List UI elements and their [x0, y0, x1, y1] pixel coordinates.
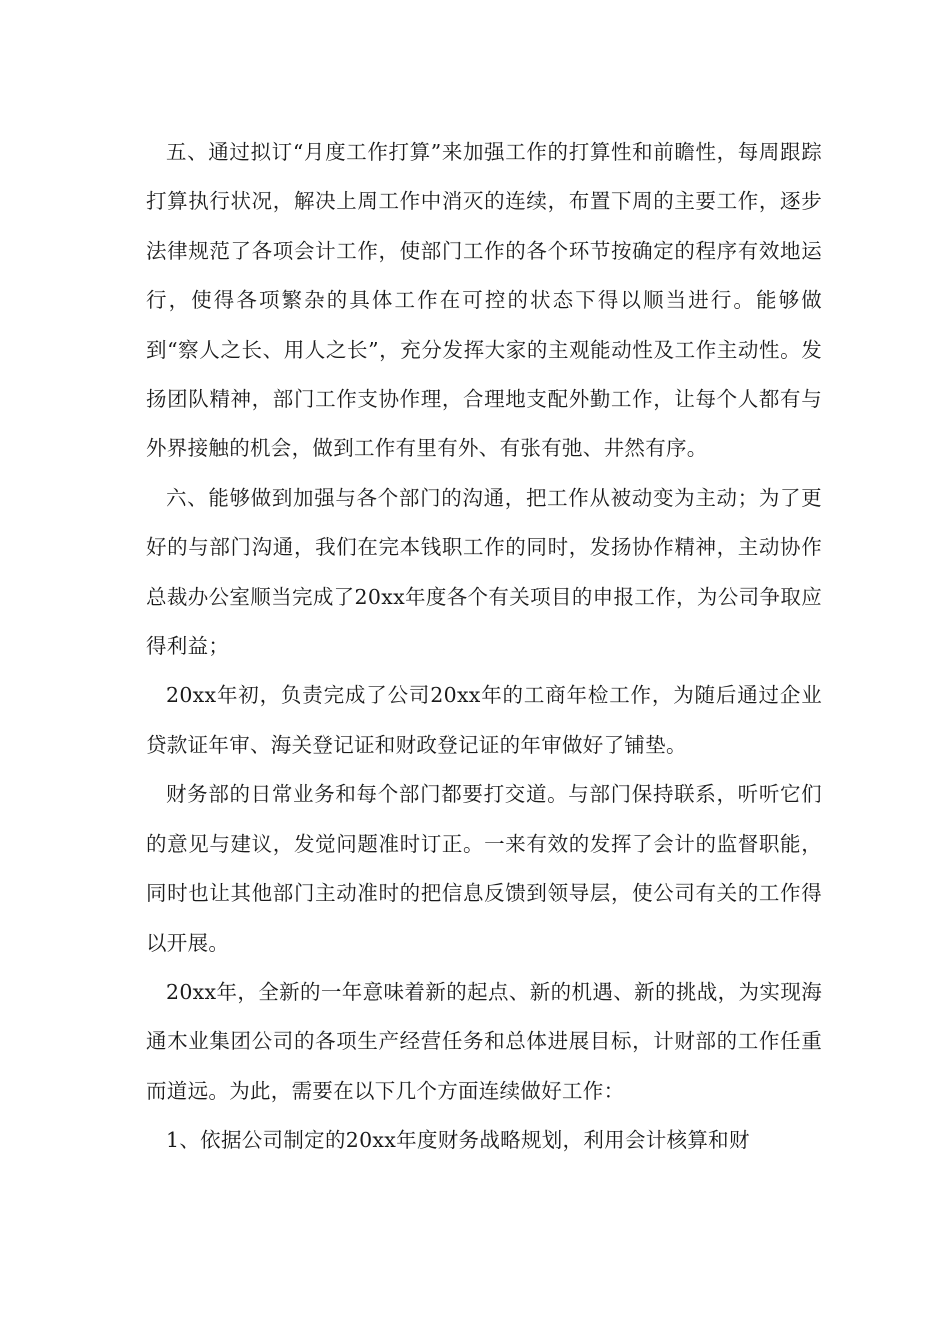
paragraph-5: 五、通过拟订“月度工作打算”来加强工作的打算性和前瞻性，每周跟踪打算执行状况，解决上周工作中消灭的连续，布置下周的主要工作，逐步法律规范了各项会计工作，使部门工作的各个环节按确定的程序有效地运行，使得各项繁杂的具体工作在可控的状态下得以顺当进行。能够做到“察人之长、用人之长”，充分发挥大家的主观能动性及工作主动性。发扬团队精神，部门工作支协作理，合理地支配外勤工作，让每个人都有与外界接触的机会，做到工作有里有外、有张有弛、井然有序。 [146, 140, 822, 461]
paragraph-6: 六、能够做到加强与各个部门的沟通，把工作从被动变为主动；为了更好的与部门沟通，我们在完本钱职工作的同时，发扬协作精神，主动协作总裁办公室顺当完成了20xx年度各个有关项目的申报工作，为公司争取应得利益； [146, 485, 822, 659]
paragraph-new-year: 20xx年，全新的一年意味着新的起点、新的机遇、新的挑战，为实现海通木业集团公司的各项生产经营任务和总体进展目标，计财部的工作任重而道远。为此，需要在以下几个方面连续做好工作： [146, 979, 822, 1103]
paragraph-daily-business: 财务部的日常业务和每个部门都要打交道。与部门保持联系，听听它们的意见与建议，发觉问题准时订正。一来有效的发挥了会计的监督职能，同时也让其他部门主动准时的把信息反馈到领导层，使公司有关的工作得以开展。 [146, 782, 822, 955]
document-body [146, 128, 822, 1166]
paragraph-annual-inspection: 20xx年初，负责完成了公司20xx年的工商年检工作，为随后通过企业贷款证年审、海关登记证和财政登记证的年审做好了铺垫。 [146, 683, 822, 757]
paragraph-item-1: 1、依据公司制定的20xx年度财务战略规划，利用会计核算和财 [166, 1128, 750, 1153]
